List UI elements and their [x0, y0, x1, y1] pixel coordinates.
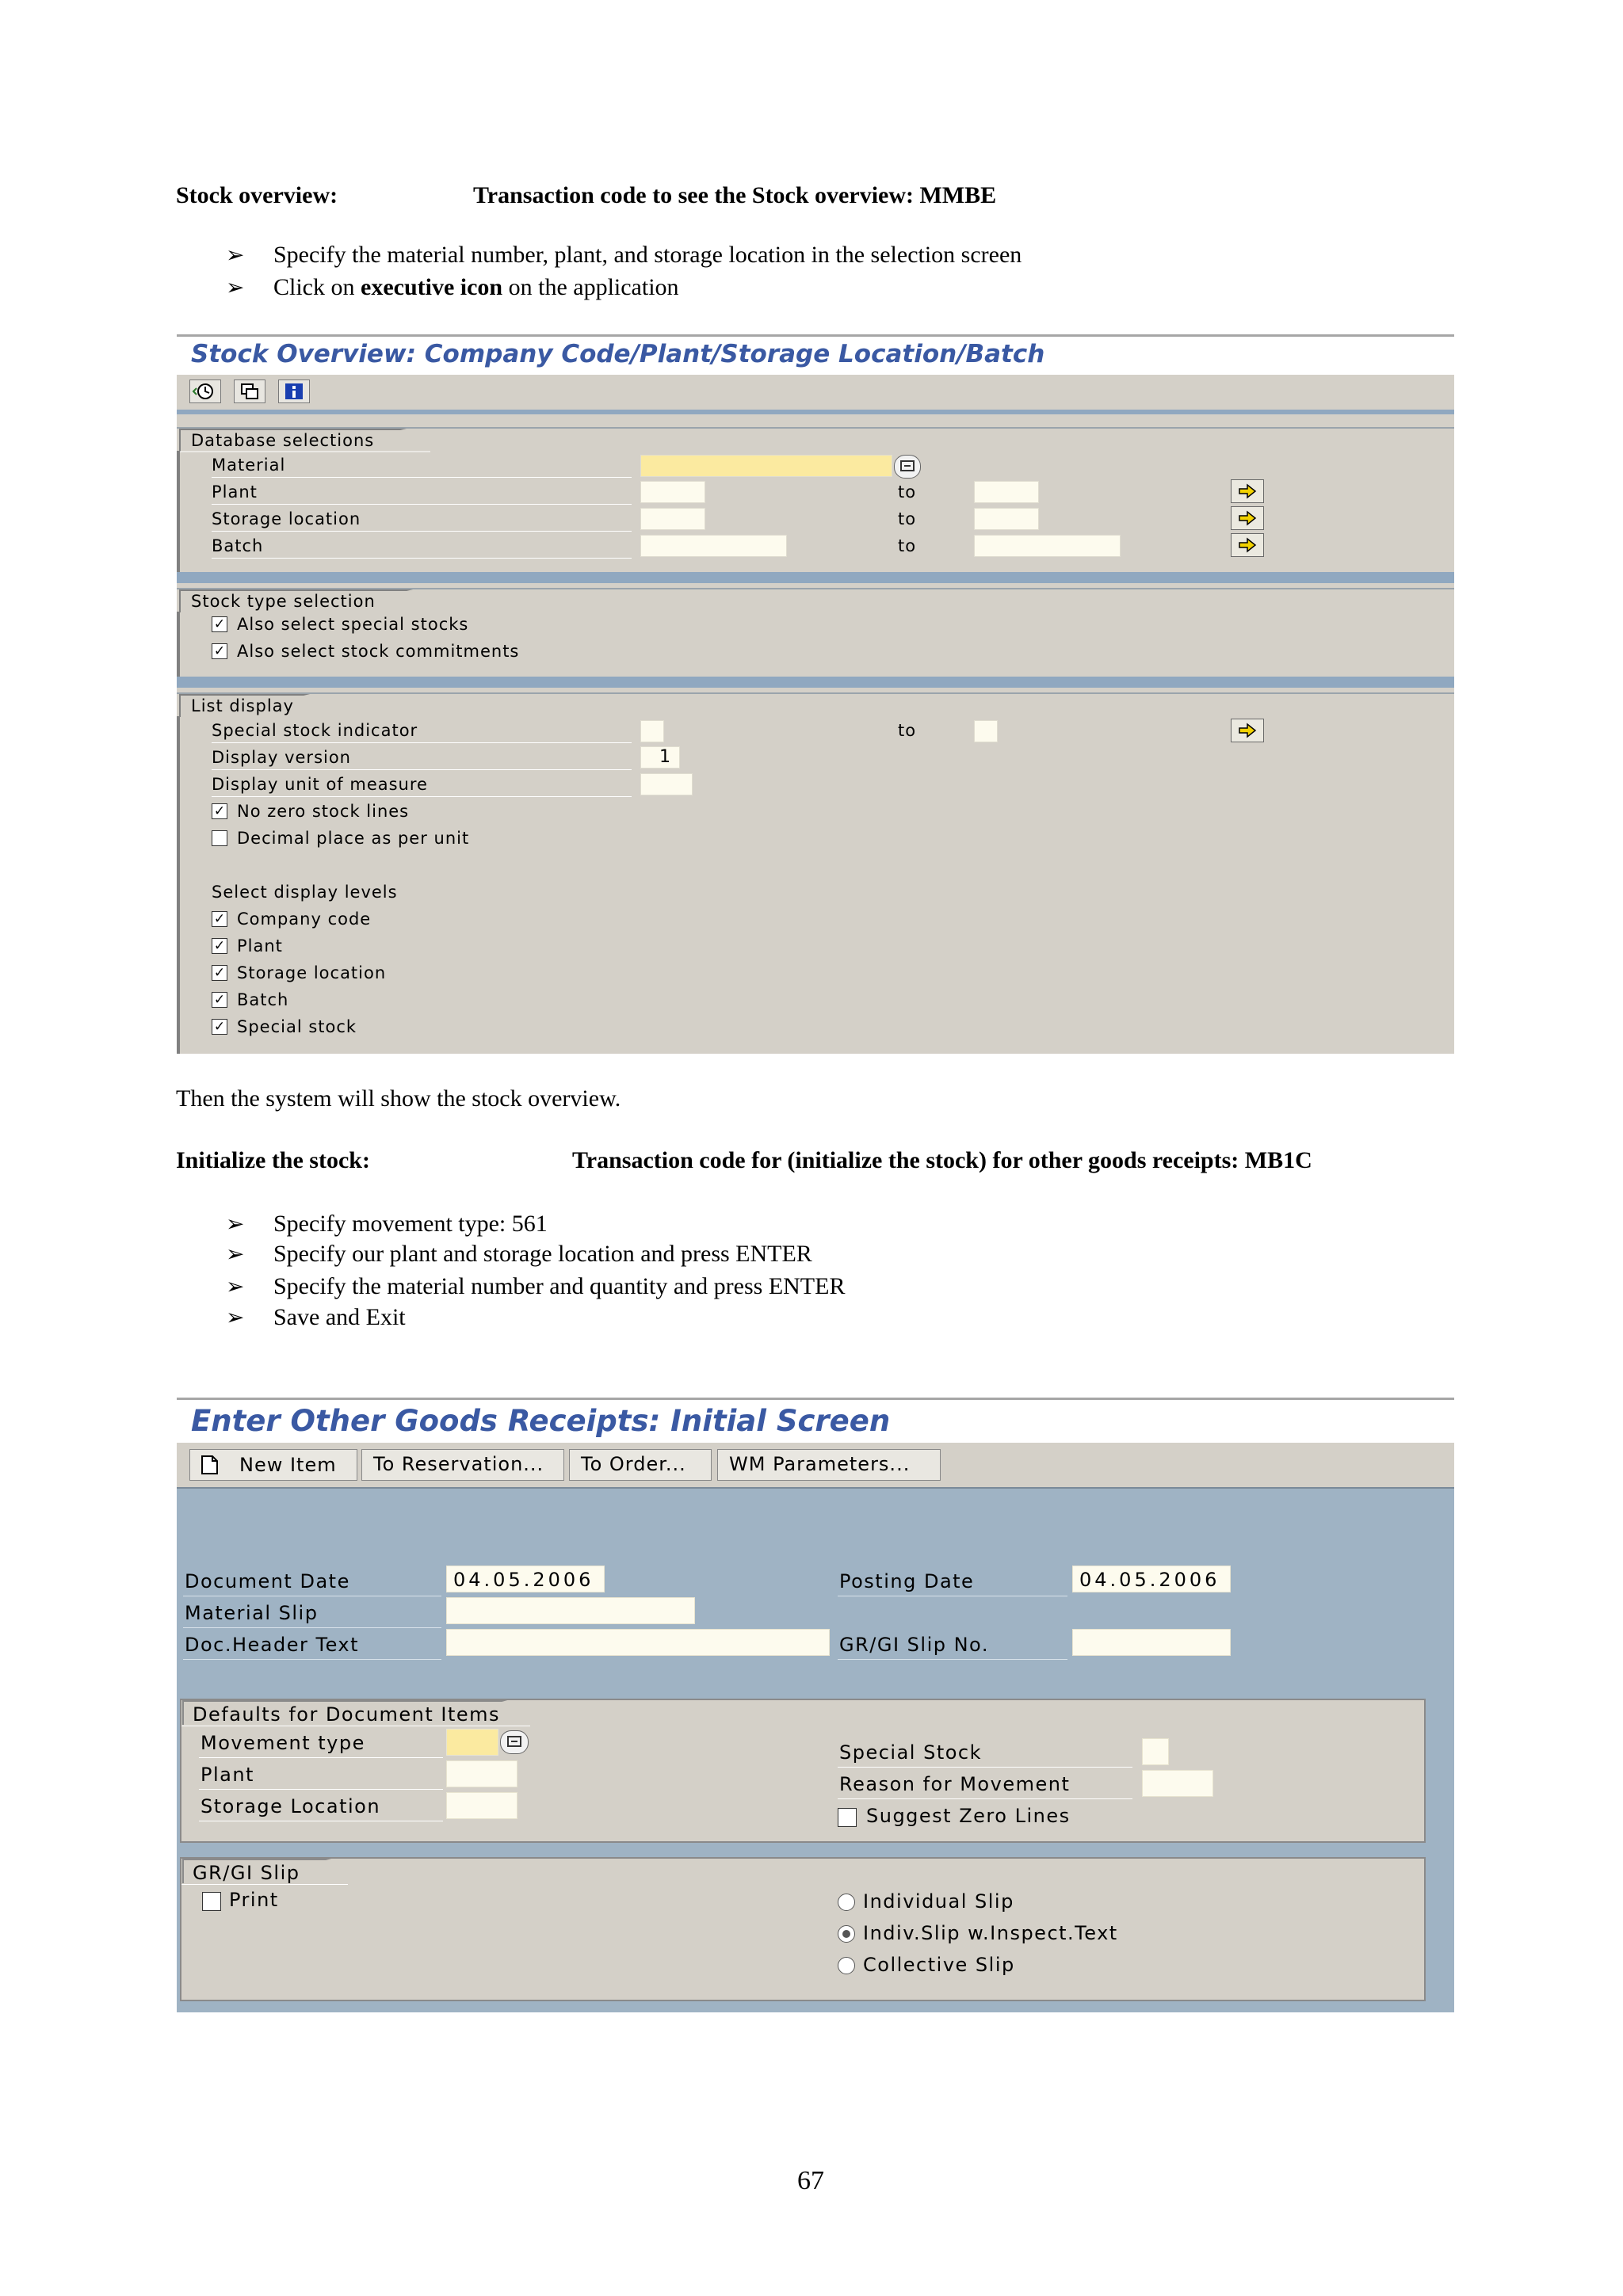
defaults-for-document-items-group: [180, 1699, 1426, 1843]
stock-overview-heading: Stock overview:: [176, 182, 338, 208]
matchcode-icon[interactable]: [500, 1730, 529, 1754]
to-label: to: [898, 509, 917, 528]
arrow-bullet-icon: ➢: [226, 243, 245, 268]
copy-icon[interactable]: [234, 379, 265, 403]
document-date-input[interactable]: 04.05.2006: [446, 1566, 605, 1592]
group-title: Defaults for Document Items: [193, 1703, 501, 1726]
radio-label: Individual Slip: [863, 1890, 1014, 1913]
document-date-label: Document Date: [185, 1570, 350, 1592]
indiv-slip-inspect-text-radio[interactable]: [838, 1925, 855, 1943]
individual-slip-radio[interactable]: [838, 1894, 855, 1911]
bullet-text: Specify the material number and quantity and press ENTER: [273, 1273, 846, 1299]
stock-type-selection-group: [177, 588, 1454, 677]
initialize-stock-heading: Initialize the stock:: [176, 1147, 370, 1173]
plant-level-checkbox[interactable]: ✓: [212, 938, 227, 954]
checkbox-label: Batch: [237, 990, 289, 1009]
arrow-bullet-icon: ➢: [226, 1212, 245, 1237]
plant-from-input[interactable]: [640, 481, 705, 503]
checkbox-label: Storage location: [237, 963, 387, 982]
multiple-selection-arrow-icon[interactable]: [1231, 479, 1264, 503]
doc-header-text-label: Doc.Header Text: [185, 1634, 360, 1656]
display-unit-of-measure-input[interactable]: [640, 773, 693, 795]
to-label: to: [898, 721, 917, 740]
screen-title-bar: [177, 1398, 1454, 1443]
group-title: Stock type selection: [191, 592, 376, 611]
storage-location-to-input[interactable]: [974, 508, 1039, 530]
checkbox-label: Special stock: [237, 1017, 357, 1036]
multiple-selection-arrow-icon[interactable]: [1231, 533, 1264, 557]
checkbox-label: No zero stock lines: [237, 802, 410, 821]
decimal-place-as-per-unit-checkbox[interactable]: [212, 830, 227, 846]
to-order-button[interactable]: To Order...: [569, 1449, 712, 1481]
storage-location-level-checkbox[interactable]: ✓: [212, 965, 227, 981]
storage-location-input[interactable]: [446, 1792, 517, 1819]
collective-slip-radio[interactable]: [838, 1957, 855, 1974]
storage-location-from-input[interactable]: [640, 508, 705, 530]
plant-label: Plant: [200, 1764, 254, 1786]
mmbe-transaction-heading: Transaction code to see the Stock overview: MMBE: [473, 182, 997, 208]
screen-title: Enter Other Goods Receipts: Initial Screen: [191, 1404, 891, 1438]
wm-parameters-button[interactable]: WM Parameters...: [717, 1449, 941, 1481]
mmbe-screen: [177, 334, 1454, 1052]
arrow-bullet-icon: ➢: [226, 1306, 245, 1330]
bullet-text: Specify our plant and storage location and press ENTER: [273, 1241, 812, 1267]
also-select-special-stocks-checkbox[interactable]: ✓: [212, 616, 227, 632]
display-version-input[interactable]: 1: [640, 746, 680, 769]
page-number: 67: [797, 2166, 824, 2195]
doc-header-text-input[interactable]: [446, 1629, 830, 1656]
to-label: to: [898, 482, 917, 502]
plant-to-input[interactable]: [974, 481, 1039, 503]
radio-label: Collective Slip: [863, 1954, 1015, 1976]
grgi-slip-no-input[interactable]: [1072, 1629, 1231, 1656]
new-document-icon: [200, 1455, 220, 1475]
suggest-zero-lines-checkbox[interactable]: [838, 1808, 857, 1827]
posting-date-label: Posting Date: [839, 1570, 975, 1592]
display-version-label: Display version: [212, 748, 351, 767]
bullet-text: Save and Exit: [273, 1304, 406, 1330]
to-label: to: [898, 536, 917, 555]
info-icon[interactable]: [278, 379, 310, 403]
grgi-slip-no-label: GR/GI Slip No.: [839, 1634, 989, 1656]
checkbox-label: Decimal place as per unit: [237, 829, 470, 848]
movement-type-label: Movement type: [200, 1732, 365, 1754]
checkbox-label: Plant: [237, 936, 283, 955]
list-display-group: [177, 692, 1454, 1054]
batch-from-input[interactable]: [640, 535, 787, 557]
checkbox-label: Print: [229, 1889, 279, 1911]
special-stock-label: Special Stock: [839, 1741, 983, 1764]
radio-label: Indiv.Slip w.Inspect.Text: [863, 1922, 1118, 1944]
group-title: GR/GI Slip: [193, 1862, 300, 1884]
material-slip-input[interactable]: [446, 1597, 695, 1624]
arrow-bullet-icon: ➢: [226, 1242, 245, 1267]
grgi-slip-group: [180, 1857, 1426, 2001]
to-reservation-button[interactable]: To Reservation...: [361, 1449, 564, 1481]
reason-for-movement-input[interactable]: [1142, 1770, 1213, 1797]
matchcode-icon[interactable]: [894, 455, 921, 479]
application-toolbar: [177, 375, 1454, 414]
group-title: Database selections: [191, 431, 375, 450]
batch-label: Batch: [212, 536, 264, 555]
checkbox-label: Suggest Zero Lines: [866, 1805, 1071, 1827]
checkbox-label: Also select stock commitments: [237, 642, 520, 661]
reason-for-movement-label: Reason for Movement: [839, 1773, 1071, 1795]
plant-label: Plant: [212, 482, 258, 502]
arrow-bullet-icon: ➢: [226, 276, 245, 300]
result-paragraph: Then the system will show the stock overview.: [176, 1085, 621, 1112]
also-select-stock-commitments-checkbox[interactable]: ✓: [212, 643, 227, 659]
application-toolbar: [177, 1443, 1454, 1489]
bullet-text: Specify the material number, plant, and storage location in the selection screen: [273, 242, 1022, 268]
bullet-text: Specify movement type: 561: [273, 1211, 548, 1237]
screen-title: Stock Overview: Company Code/Plant/Storage Location/Batch: [191, 340, 1045, 368]
material-slip-label: Material Slip: [185, 1602, 319, 1624]
storage-location-label: Storage Location: [200, 1795, 381, 1817]
group-title: List display: [191, 696, 294, 715]
multiple-selection-arrow-icon[interactable]: [1231, 506, 1264, 530]
database-selections-group: [177, 427, 1454, 573]
special-stock-indicator-label: Special stock indicator: [212, 721, 418, 740]
no-zero-stock-lines-checkbox[interactable]: ✓: [212, 803, 227, 819]
special-stock-indicator-from-input[interactable]: [640, 720, 664, 742]
select-display-levels-label: Select display levels: [212, 883, 398, 902]
checkbox-label: Company code: [237, 910, 372, 929]
mb1c-screen: [177, 1398, 1454, 2012]
posting-date-input[interactable]: 04.05.2006: [1072, 1566, 1231, 1592]
company-code-level-checkbox[interactable]: ✓: [212, 911, 227, 927]
material-input[interactable]: [640, 455, 892, 477]
display-unit-of-measure-label: Display unit of measure: [212, 775, 428, 794]
storage-location-label: Storage location: [212, 509, 361, 528]
print-checkbox[interactable]: [202, 1892, 221, 1911]
batch-level-checkbox[interactable]: ✓: [212, 992, 227, 1008]
new-item-button[interactable]: New Item: [189, 1449, 357, 1481]
special-stock-level-checkbox[interactable]: ✓: [212, 1019, 227, 1035]
batch-to-input[interactable]: [974, 535, 1121, 557]
execute-icon[interactable]: [189, 379, 221, 403]
mb1c-transaction-heading: Transaction code for (initialize the stock) for other goods receipts: MB1C: [572, 1147, 1312, 1173]
multiple-selection-arrow-icon[interactable]: [1231, 719, 1264, 742]
screen-title-bar: [177, 334, 1454, 375]
special-stock-input[interactable]: [1142, 1738, 1169, 1765]
special-stock-indicator-to-input[interactable]: [974, 720, 998, 742]
arrow-bullet-icon: ➢: [226, 1275, 245, 1299]
material-label: Material: [212, 456, 286, 475]
plant-input[interactable]: [446, 1760, 517, 1787]
bullet-text: Click on executive icon on the application: [273, 274, 679, 300]
checkbox-label: Also select special stocks: [237, 615, 469, 634]
movement-type-input[interactable]: [446, 1729, 498, 1756]
